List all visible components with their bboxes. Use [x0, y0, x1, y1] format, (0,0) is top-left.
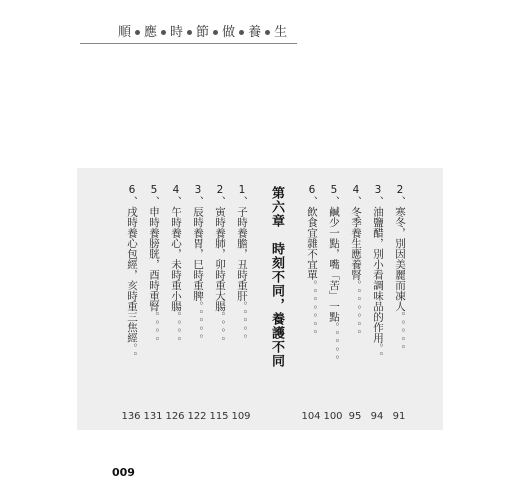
header-dot: [265, 30, 270, 35]
leader-dots: 。。。。: [148, 311, 160, 350]
header-char: 做: [222, 25, 236, 40]
toc-entry[interactable]: [191, 184, 204, 409]
header-dot: [187, 30, 192, 35]
header-char: 養: [248, 25, 262, 40]
toc-entry-page: 109: [231, 411, 251, 422]
toc-entry[interactable]: [125, 184, 138, 409]
leader-dots: 。。。。。。。: [306, 280, 318, 343]
header-dot: [213, 30, 218, 35]
toc-entry-page: 131: [143, 411, 163, 422]
header-char: 時: [170, 25, 184, 40]
header-char: 生: [274, 25, 288, 40]
toc-entry[interactable]: [147, 184, 160, 409]
header-dot: [161, 30, 166, 35]
toc-panel: [77, 168, 443, 430]
leader-dots: 。。: [372, 343, 384, 365]
header-dot: [239, 30, 244, 35]
leader-dots: 。。。。。。。: [350, 280, 362, 343]
toc-entry-text: 4、冬季養生應養腎: [350, 184, 362, 280]
leader-dots: 。。: [126, 343, 138, 365]
toc-entry-page: 91: [392, 411, 406, 422]
toc-entry[interactable]: [235, 184, 248, 409]
leader-dots: 。。。。。: [328, 322, 340, 369]
header-char: 節: [196, 25, 210, 40]
header-char: 順: [118, 25, 132, 40]
leader-dots: 。。。。。: [394, 311, 406, 358]
toc-entry[interactable]: [305, 184, 318, 409]
toc-entry[interactable]: [349, 184, 362, 409]
toc-entry-text: 6、戌時養心包經，亥時重三焦經: [126, 184, 138, 343]
toc-entry-text: 5、申時養膀胱，酉時重腎: [148, 184, 160, 312]
leader-dots: 。。。。。: [236, 301, 248, 348]
toc-entry-page: 136: [121, 411, 141, 422]
toc-entry-text: 4、午時養心，未時重小腸: [170, 184, 182, 312]
toc-entry-text: 5、鹹少一點，嘴「苦」一點: [328, 184, 340, 322]
toc-entry[interactable]: [393, 184, 406, 409]
toc-entry-text: 3、油鹽醋，別小看調味品的作用: [372, 184, 384, 343]
toc-entry[interactable]: [371, 184, 384, 409]
chapter-title: 第六章 時刻不同，養護不同: [269, 186, 284, 368]
toc-entry-page: 104: [301, 411, 321, 422]
toc-entry-page: 100: [323, 411, 343, 422]
page-number: 009: [112, 466, 135, 479]
toc-entry[interactable]: [169, 184, 182, 409]
toc-entry-text: 2、寒冬，別因美麗而凍人: [394, 184, 406, 312]
toc-entry-text: 2、寅時養肺，卯時重大腸: [214, 184, 226, 312]
toc-entry-page: 115: [209, 411, 229, 422]
toc-entry-text: 3、辰時養胃，巳時重脾: [192, 184, 204, 301]
toc-entry-page: 94: [370, 411, 384, 422]
toc-entry-page: 95: [348, 411, 362, 422]
header-dot: [135, 30, 140, 35]
toc-entry-text: 1、子時養膽，丑時重肝: [236, 184, 248, 301]
toc-entry-text: 6、飲食宜雜不宜單: [306, 184, 318, 280]
header-char: 應: [144, 25, 158, 40]
running-header: [118, 26, 287, 39]
leader-dots: 。。。。: [170, 311, 182, 350]
header-rule: [80, 43, 297, 44]
toc-entry[interactable]: [327, 184, 340, 409]
toc-entry-page: 122: [187, 411, 207, 422]
toc-entry-page: 126: [165, 411, 185, 422]
leader-dots: 。。。。。: [192, 301, 204, 348]
leader-dots: 。。。。: [214, 311, 226, 350]
toc-entry[interactable]: [213, 184, 226, 409]
